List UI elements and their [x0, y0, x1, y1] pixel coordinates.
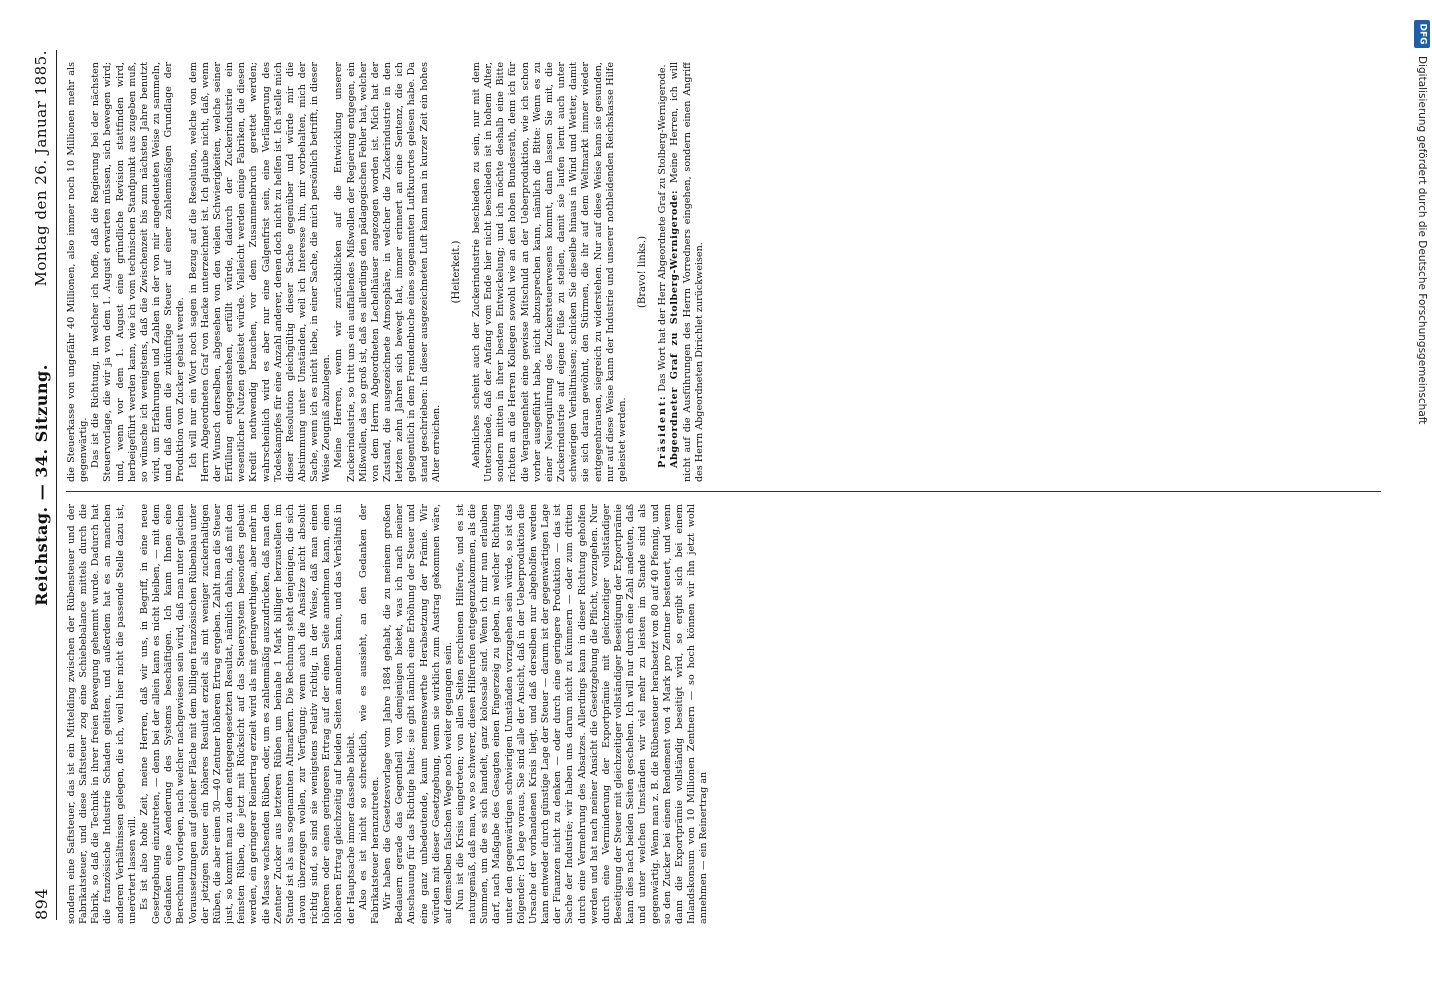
- paragraph: Also es ist nicht so schrecklich, wie es aussieht, an den Gedanken der Fabrikatsteuer heranzutreten.: [357, 504, 381, 924]
- paragraph: Meine Herren, wenn wir zurückblicken auf die Entwicklung unserer Zuckerindustrie, so tritt uns ein auffallendes Mißwollen der Regierung entgegen, ein Mißwollen, das so groß ist, daß es allerdings den pädagogischen Fehler hat, welcher von dem Herrn Abgeordneten Lechelhäuser angezogen worden ist. Mich hat der Zustand, die ausgezeichnete Atmosphäre, in welcher die Zuckerindustrie in den letzten zehn Jahren sich bewegt hat, immer erinnert an eine Sentenz, die ich gelegentlich in dem Fremdenbuche eines sogenannten Luftkurortes gelesen habe. Da stand geschrieben: In dieser ausgezeichneten Luft kann man in kurzer Zeit ein hohes Alter erreichen.: [333, 62, 442, 482]
- digitization-note: Digitalisierung gefördert durch die Deutsche Forschungsgemeinschaft: [1416, 56, 1428, 425]
- laughter-note: (Heiterkeit.): [450, 240, 462, 304]
- president-label: Präsident:: [657, 394, 669, 468]
- paragraph: Das ist die Richtung, in welcher ich hoffe, daß die Regierung bei der nächsten Steuervorlage, die wir ja von dem 1. August erwarten müssen, sich bewegen wird; und, wenn vor dem 1. August eine gründliche Revision stattfinden wird, herbeigeführt werden kann, wie ich vom technischen Standpunkt aus zugeben muß, so wünsche ich wenigstens, daß die Zwischenzeit bis zum nächsten Jahre benutzt wird, um Erfahrungen und Zahlen in der von mir angedeuteten Weise zu sammeln, und daß dann die zukünftige Steuer auf einer zahlenmäßigen Grundlage der Produktion von Zucker gebaut werde.: [90, 62, 187, 482]
- speaker-statement: Meine Herren, ich will nicht auf die Ausführungen des Herrn Vorredners eingehen, sondern einen Angriff des Herrn Abgeordneten Dirichlet zurückweisen.: [669, 62, 705, 482]
- president-statement: Das Wort hat der Herr Abgeordnete Graf zu Stolberg-Wernigerode.: [657, 64, 669, 392]
- paragraph: Nun ist die Krisis eingetreten; von allen Seiten erschienen Hilferufe, und es ist naturgemäß, daß man, wo so schwerer, diesen Hilferufen entgegenzukommen, als die Summen, um die es sich handelt, ganz kolossale sind. Wenn ich mir nun erlauben darf, nach Maßgabe des Gesagten einen Fingerzeig zu geben, in welcher Richtung unter den gegenwärtigen schwierigen Umständen vorzugehen sein würde, so ist das folgender: Ich lege voraus, Sie sind alle der Ansicht, daß in der Ueberproduktion die Ursache der vorhandenen Krisis liegt, und daß derselben nur abgeholfen werden kann entweder durch günstige Lage der Steuer — darum ist der gegenwärtigen Lage der Finanzen nicht zu denken — oder durch eine geringere Produktion — das ist Sache der Industrie; wir haben uns darum nicht zu kümmern — oder zum dritten durch eine Vermehrung des Absatzes. Allerdings kann in dieser Richtung geholfen werden und hat nach meiner Ansicht die Gesetzgebung die Pflicht, vorzugehen. Nur durch eine Verminderung der Exportprämie mit gleichzeitiger vollständiger Beseitigung der Steuer mit gleichzeitiger vollständiger Beseitigung der Exportprämie kann dies nach beiden Seiten geschehen. Ich will nur durch eine Zahl andeuten, daß und unter welchen Umständen wir viel mehr zu leisten im Stande sind als gegenwärtig. Wenn man z. B. die Rübensteuer herabsetzt von 80 auf 40 Pfennig, und so den Zucker bei einem Rendement von 4 Mark pro Zentner besteuert, und wenn dann die Exportprämie vollständig beseitigt wird, so ergibt sich bei einem Inlandskonsum von 10 Millionen Zentnern — so hoch können wir ihn jetzt wohl annehmen — ein Reinertrag an: [455, 504, 710, 924]
- right-column: [66, 62, 1381, 482]
- paragraph: Ich will nur ein Wort noch sagen in Bezug auf die Resolution, welche von dem Herrn Abgeordneten Graf von Hacke unterzeichnet ist. Ich glaube nicht, daß, wenn der Wunsch derselben, abgesehen von den vielen Schwierigkeiten, welche seiner Erfüllung entgegenstehen, erfüllt würde, dadurch der Zuckerindustrie ein wesentlicher Nutzen geleistet würde. Vielleicht werden einige Fabriken, die diesen Kredit nothwendig brauchen, vor dem Zusammenbruch gerettet werden; wahrscheinlich wird es aber nur eine Galgenfrist sein, eine Verlängerung des Todeskampfes für eine Anzahl anderer, denen doch nicht zu helfen ist. Ich stelle mich dieser Resolution gleichgültig dieser Sache gegenüber und würde mir die Abstimmung unter Umständen, weil ich Interesse hin, mir vorbehalten, mich der Sache, wenn ich es nicht liebe, in einer Sache, die mich persönlich betrifft, in dieser Weise Zeugniß abzulegen.: [187, 62, 333, 482]
- paragraph: sondern eine Saftsteuer, das ist ein Mittelding zwischen der Rübensteuer und der Fabrikatsteuer, und diese Saftsteuer zog eine Schiebebalance mittels durch die Fabrik, so daß die Technik in ihrer freien Bewegung gehemmt wurde. Dadurch hat die französische Industrie Schaden gelitten, und außerdem hat es an manchen anderen Verhältnissen gelegen, die ich, weil hier nicht die passende Stelle dazu ist, unerörtert lassen will.: [66, 504, 138, 924]
- paragraph: Aehnliches scheint auch der Zuckerindustrie beschieden zu sein, nur mit dem Unterschiede, daß der Anfang vom Ende hier nicht beschieden ist in hohem Alter, sondern mitten in ihrer besten Entwickelung; und ich möchte deshalb eine Bitte richten an die Herren Kollegen sowohl wie an den hohen Bundesrath, denn ich für die Vergangenheit eine gewisse Mitschuld an der Ueberproduktion, wie ich schon vorher ausgeführt habe, nicht abzusprechen kann, nämlich die Bitte: Wenn es zu einer Neuregulirung des Zuckersteuerwesens kommt, dann lassen Sie mit, die Zuckerindustrie auf eigene Füße zu stellen, damit sie laufen lernt auch unter schwierigen Verhältnissen; schicken Sie dieselbe hinaus in Wind und Wetter, damit sie sich daran gewöhnt, den Stürmen, die ihr auf dem Weltmarkt immer wieder entgegenbrausen, siegreich zu widerstehen. Nur auf diese Weise kann sie gesunden, nur auf diese Weise kann der Industrie und unserer nothleidenden Reichskasse Hilfe geleistet werden.: [471, 62, 628, 482]
- speaker-label: Abgeordneter Graf zu Stolberg-Wernigerode:: [669, 189, 681, 468]
- dfg-logo: DFG: [1414, 20, 1430, 48]
- page-number: 894: [32, 887, 51, 920]
- left-column: [66, 504, 1381, 924]
- paragraph: Wir haben die Gesetzesvorlage vom Jahre 1884 gehabt, die zu meinem großen Bedauern gerade das Gegentheil von demjenigen bietet, was ich nach meiner Anschauung für das Richtige halte; sie gibt nämlich eine Erhöhung der Steuer und eine ganz unbedeutende, kaum nennenswerthe Herabsetzung der Prämie. Wir würden mit dieser Gesetzgebung, wenn sie wirklich zum Austrag gekommen wäre, auf demselben falschen Wege noch weiter gegangen sein.: [382, 504, 454, 924]
- header-rule: [56, 50, 57, 920]
- applause-note: (Bravo! links.): [637, 236, 649, 308]
- column-divider: [66, 491, 1381, 492]
- paragraph: Es ist also hohe Zeit, meine Herren, daß wir uns, in Begriff, in eine neue Gesetzgebung einzutreten, — denn bei der allein kann es nicht bleiben, — mit dem Gedanken eine Aenderung des Systems beschäftigen. Ich kann Ihnen eine Berechnung vorlegen, nach welcher nachgewiesen sein wird, daß man unter gleichen Voraussetzungen auf gleicher Fläche mit dem billigen französischen Rübenbau unter der jetzigen Steuer ein höheres Resultat erzielt als mit weniger zuckerhaltigen Rüben, die aber einen 30—40 Zentner höheren Ertrag ergeben. Zahlt man die Steuer just, so kommt man zu dem entgegengesetzten Resultat, nämlich dahin, daß mit den feinsten Rüben, die jetzt mit Rücksicht auf das Steuersystem besonders gebaut werden, ein geringerer Reinertrag erzielt wird als mit geringwerthigen, aber mehr in die Masse wachsenden Rüben, oder, um es zahlenmäßig auszudrücken, daß man den Zentner Zucker aus letzteren Rüben um beinahe 1 Mark billiger herzustellen im Stande ist als aus sogenannten Altmarkern. Die Rechnung steht denjenigen, die sich davon überzeugen wollen, zur Verfügung; wenn auch die Ansätze nicht absolut richtig sind, so sind sie wenigstens relativ richtig, in der Weise, daß man einen höheren oder einen geringeren Ertrag auf der einen Seite annehmen kann, einen höheren Ertrag gleichzeitig auf beiden Seiten annehmen kann, und das Verhältniß in der Hauptsache immer dasselbe bleibt.: [138, 504, 357, 924]
- header-date: Montag den 26. Januar 1885.: [32, 50, 50, 287]
- paragraph: die Steuerkasse von ungefähr 40 Millionen, also immer noch 10 Millionen mehr als gegenwärtig.: [66, 62, 90, 482]
- header-session: Reichstag. — 34. Sitzung.: [32, 364, 51, 606]
- dfg-attribution: [1413, 20, 1431, 590]
- running-header: [18, 50, 54, 920]
